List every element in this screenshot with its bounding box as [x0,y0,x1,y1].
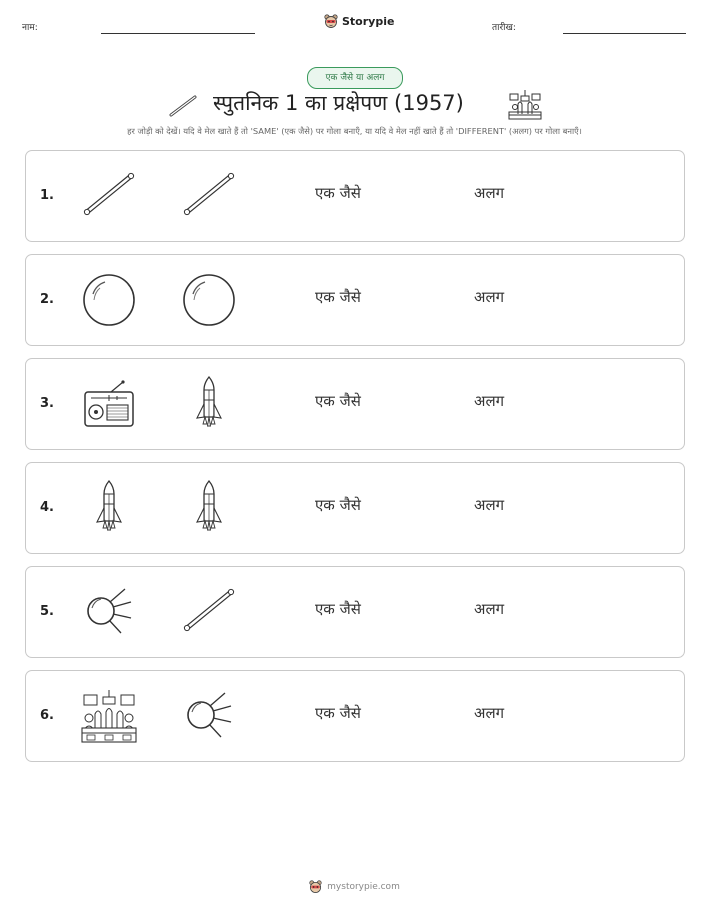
option-same[interactable]: एक जैसे [315,288,361,306]
option-same[interactable]: एक जैसे [315,184,361,202]
sputnik-icon [181,688,237,744]
date-label: तारीख: [492,23,516,33]
sputnik-icon [81,584,137,640]
rocket-icon [181,480,237,536]
rocket-icon [181,376,237,432]
exercise-row [25,566,685,658]
row-number: 4. [40,500,54,515]
sphere-icon [81,272,137,328]
control-room-icon [508,90,542,120]
control-room-icon [81,688,137,744]
name-label: नाम: [22,23,38,33]
rocket-icon [81,480,137,536]
footer [0,880,709,894]
row-number: 5. [40,604,54,619]
option-different[interactable]: अलग [474,496,505,514]
exercise-row [25,254,685,346]
mascot-icon [324,14,338,29]
activity-tag: एक जैसे या अलग [307,67,403,89]
brand-name: Storypie [342,15,395,28]
antenna-icon [168,94,198,118]
antenna-rod-icon [181,584,237,640]
page-title: स्पुतनिक 1 का प्रक्षेपण (1957) [213,91,464,115]
row-number: 6. [40,708,54,723]
date-line[interactable] [563,33,686,34]
row-number: 1. [40,188,54,203]
exercise-row [25,670,685,762]
option-different[interactable]: अलग [474,392,505,410]
radio-icon [81,376,137,432]
option-different[interactable]: अलग [474,600,505,618]
footer-site[interactable]: mystorypie.com [327,882,400,892]
option-same[interactable]: एक जैसे [315,392,361,410]
option-different[interactable]: अलग [474,704,505,722]
option-same[interactable]: एक जैसे [315,600,361,618]
title-row [0,88,709,122]
name-line[interactable] [101,33,255,34]
option-same[interactable]: एक जैसे [315,496,361,514]
mascot-icon [309,880,322,894]
row-number: 3. [40,396,54,411]
antenna-rod-icon [81,168,137,224]
instructions: हर जोड़ी को देखें। यदि वे मेल खाते हैं तो 'SAME' (एक जैसे) पर गोला बनाएँ, या यदि वे मेल नहीं खाते हैं तो 'DIFFERENT' (अलग) पर गोला बनाएँ। [127,126,582,136]
exercise-row [25,462,685,554]
brand [324,14,394,29]
option-different[interactable]: अलग [474,288,505,306]
antenna-rod-icon [181,168,237,224]
exercise-row [25,150,685,242]
option-different[interactable]: अलग [474,184,505,202]
row-number: 2. [40,292,54,307]
option-same[interactable]: एक जैसे [315,704,361,722]
sphere-icon [181,272,237,328]
exercise-row [25,358,685,450]
